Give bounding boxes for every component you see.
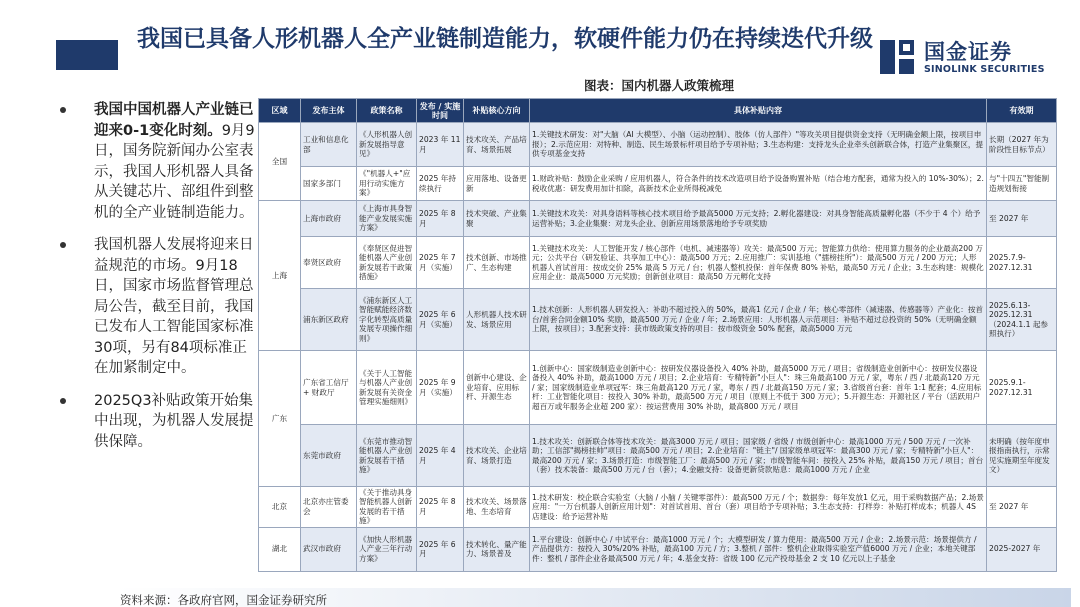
subject-cell: 上海市政府 — [301, 201, 357, 237]
column-header: 补贴核心方向 — [464, 99, 530, 123]
time-cell: 2025 年 6 月 — [417, 527, 464, 571]
policy-cell: 《加快人形机器人产业三年行动方案》 — [357, 527, 417, 571]
validity-cell: 未明确（按年度申报指南执行，示常见实施期至年度发文） — [987, 425, 1057, 487]
time-cell: 2025 年 6 月（实施） — [417, 289, 464, 351]
table-row — [259, 237, 1057, 289]
time-cell: 2025 年 7 月（实施） — [417, 237, 464, 289]
bullet-item — [56, 235, 256, 379]
content-cell: 1.关键技术攻关：对具身语料等核心技术项目给予最高5000 万元支持；2.孵化器建设：对具身智能高质量孵化器（不少于 4 个）给予运营补贴；3.企业集聚：对龙头企业、创新应用场景落地给予专项奖励 — [530, 201, 987, 237]
policy-cell: 《"机器人+"应用行动实施方案》 — [357, 167, 417, 201]
policy-cell: 《关于人工智能与机器人产业创新发展有关资金管理实施细则》 — [357, 351, 417, 425]
logo-text-cn: 国金证券 — [924, 40, 1012, 64]
time-cell: 2023 年 11 月 — [417, 123, 464, 167]
bullet-text: 我国机器人发展将迎来日益规范的市场。9月18日，国家市场监督管理总局公告，截至目前，我国已发布人工智能国家标准30项，另有84项标准正在加紧制定中。 — [94, 237, 254, 376]
content-cell: 1.技术创新：人形机器人研发投入：补助不超过投入的 50%，最高1 亿元 / 企业 / 年；核心零部件（减速器、传感器等）产业化：按首台/首套合同金额10% 奖励，最高500 万元 / 企业 / 年；2.场景应用：人形机器人示范项目：补贴不超过总投资的 50%（无明确金额上限，按项目）；3.配套支持：获市级政策支持的项目：按市级资金 50% 配套，最高5000 万元 — [530, 289, 987, 351]
subject-cell: 奉贤区政府 — [301, 237, 357, 289]
bullet-dot-icon — [60, 398, 66, 404]
column-header: 发布 / 实施时间 — [417, 99, 464, 123]
column-header: 政策名称 — [357, 99, 417, 123]
policy-cell: 《人形机器人创新发展指导意见》 — [357, 123, 417, 167]
direction-cell: 技术转化、量产能力、场景普及 — [464, 527, 530, 571]
table-row — [259, 289, 1057, 351]
table-row — [259, 201, 1057, 237]
validity-cell: 2025.6.13-2025.12.31（2024.1.1 起参照执行） — [987, 289, 1057, 351]
subject-cell: 工业和信息化部 — [301, 123, 357, 167]
validity-cell: 2025-2027 年 — [987, 527, 1057, 571]
direction-cell: 创新中心建设、企业培育、应用标杆、开源生态 — [464, 351, 530, 425]
column-header: 发布主体 — [301, 99, 357, 123]
validity-cell: 至 2027 年 — [987, 201, 1057, 237]
bullet-dot-icon — [60, 242, 66, 248]
logo-text-en: SINOLINK SECURITIES — [924, 64, 1045, 75]
content-cell: 1.平台建设：创新中心 / 中试平台：最高1000 万元 / 个；大模型研发 / 算力使用：最高500 万元 / 企业；2.场景示范：场景提供方 / 产品提供方：按投入 30%/20% 补贴，最高100 万元 / 方；3.整机 / 部件：整机企业取得实验室产值6000 万元 / 企业；本地关键部件：整机 / 部件企业各最高500 万元 / 年；4.基金支持：省级 100 亿元产投母基金 2 支 10 亿元以上子基金 — [530, 527, 987, 571]
subject-cell: 广东省工信厅 + 财政厅 — [301, 351, 357, 425]
validity-cell: 长期（2027 年为阶段性目标节点） — [987, 123, 1057, 167]
table-row — [259, 351, 1057, 425]
table-header-row — [259, 99, 1057, 123]
content-cell: 1.技术攻关：创新联合体等技术攻关：最高3000 万元 / 项目；国家级 / 省级 / 市级创新中心：最高1000 万元 / 500 万元 / 一次补助；工信部"揭榜挂帅"项目：最高500 万元 / 项目；2.企业培育："链主"/ 国家级单项冠军：最高300 万元 / 家；专精特新"小巨人"：最高200 万元 / 家；3.场景打造：市级智能工厂：最高500 万元 / 家；市级智能车间：按投入 25% 补贴，最高150 万元 / 项目；首台（套）技术装备：最高500 万元 / 台（套）；4.金融支持：设备更新贷款贴息：最高1000 万元 / 企业 — [530, 425, 987, 487]
validity-cell: 与"十四五"智能制造规划衔接 — [987, 167, 1057, 201]
region-cell: 广东 — [259, 351, 301, 487]
content-cell: 1.财政补贴：鼓励企业采购 / 应用机器人，符合条件的技术改造项目给予设备购置补贴（结合地方配套，通常为投入的 10%-30%）；2.税收优惠：研发费用加计扣除，高新技术企业所得税减免 — [530, 167, 987, 201]
direction-cell: 应用落地、设备更新 — [464, 167, 530, 201]
validity-cell: 2025.7.9-2027.12.31 — [987, 237, 1057, 289]
content-cell: 1.创新中心：国家级制造业创新中心：按研发仪器设备投入 40% 补助，最高5000 万元 / 项目；省级制造业创新中心：按研发仪器设备投入 40% 补助，最高1000 万元 / 项目；2.企业培育：专精特新"小巨人"：珠三角最高100 万元 / 家，粤东 / 西 / 北最高120 万元 / 家；国家级制造业单项冠军：珠三角最高120 万元 / 家，粤东 / 西 / 北最高150 万元 / 家；3.省级首台套：首年 1:1 配套；4.应用标杆：工业智能化项目：按投入 30% 补助，最高500 万元 / 项目（原则上不低于 300 万元）；5.开源生态：开源社区 / 平台（活跃用户超百万或年服务企业超 200 家）：按运营费用 30% 补助，最高800 万元 / 项目 — [530, 351, 987, 425]
brand-logo — [878, 36, 1058, 80]
policy-cell: 《浦东新区人工智能赋能经济数字化转型高质量发展专项操作细则》 — [357, 289, 417, 351]
table-row — [259, 487, 1057, 528]
bullet-text: 2025Q3补贴政策开始集中出现，为机器人发展提供保障。 — [94, 392, 254, 450]
bullet-list — [56, 100, 256, 464]
validity-cell: 至 2027 年 — [987, 487, 1057, 528]
table-row — [259, 527, 1057, 571]
content-cell: 1.技术研发：校企联合实验室（大脑 / 小脑 / 关键零部件）：最高500 万元 / 个；数据券：每年发放1 亿元，用于采购数据产品；2.场景应用："一万台机器人创新应用计划"：对首试首用、首台（套）项目给予专项补贴；3.生态支持：打样券：补贴打样成本；机器人 4S 店建设：给予运营补贴 — [530, 487, 987, 528]
subject-cell: 国家多部门 — [301, 167, 357, 201]
subject-cell: 武汉市政府 — [301, 527, 357, 571]
time-cell: 2025 年 4 月 — [417, 425, 464, 487]
direction-cell: 技术攻关、场景落地、生态培育 — [464, 487, 530, 528]
direction-cell: 技术攻关、企业培育、场景打造 — [464, 425, 530, 487]
sinolink-logo-icon — [878, 38, 916, 76]
table-body — [259, 123, 1057, 572]
table-row — [259, 167, 1057, 201]
direction-cell: 人形机器人技术研发、场景应用 — [464, 289, 530, 351]
column-header: 具体补贴内容 — [530, 99, 987, 123]
direction-cell: 技术攻关、产品培育、场景拓展 — [464, 123, 530, 167]
region-cell: 全国 — [259, 123, 301, 201]
bullet-text: 9月9日，国务院新闻办公室表示，我国人形机器人具备从关键芯片、部组件到整机的全产业链制造能力。 — [94, 122, 255, 221]
page-title: 我国已具备人形机器人全产业链制造能力，软硬件能力仍在持续迭代升级 — [137, 26, 873, 52]
time-cell: 2025 年持续执行 — [417, 167, 464, 201]
policy-cell: 《奉贤区促进智能机器人产业创新发展若干政策措施》 — [357, 237, 417, 289]
bullet-bold-text: 我国中国机器人产业链已迎来0-1变化时刻。 — [94, 102, 254, 139]
time-cell: 2025 年 9 月（实施） — [417, 351, 464, 425]
region-cell: 北京 — [259, 487, 301, 528]
direction-cell: 技术创新、市场推广、生态构建 — [464, 237, 530, 289]
region-cell: 上海 — [259, 201, 301, 351]
column-header: 有效期 — [987, 99, 1057, 123]
policy-cell: 《关于推动具身智能机器人创新发展的若干措施》 — [357, 487, 417, 528]
source-note: 资料来源：各政府官网，国金证券研究所 — [120, 593, 327, 607]
table-row — [259, 123, 1057, 167]
policy-cell: 《东莞市推动智能机器人产业创新发展若干措施》 — [357, 425, 417, 487]
bullet-item — [56, 391, 256, 453]
content-cell: 1.关键技术研发：对"大脑（AI 大模型）、小脑（运动控制）、肢体（仿人部件）"等攻关项目提供资金支持（无明确金额上限，按项目申报）；2.示范应用：对特种、制造、民生场景标杆项目给予专项补贴；3.生态构建：支持龙头企业牵头创新联合体，打造产业集聚区，提供专项基金支持 — [530, 123, 987, 167]
subject-cell: 浦东新区政府 — [301, 289, 357, 351]
subject-cell: 北京亦庄管委会 — [301, 487, 357, 528]
title-accent-bar — [56, 40, 118, 70]
table-caption: 图表：国内机器人政策梳理 — [584, 78, 735, 93]
policy-cell: 《上海市具身智能产业发展实施方案》 — [357, 201, 417, 237]
validity-cell: 2025.9.1-2027.12.31 — [987, 351, 1057, 425]
region-cell: 湖北 — [259, 527, 301, 571]
subject-cell: 东莞市政府 — [301, 425, 357, 487]
table-row — [259, 425, 1057, 487]
policy-table — [258, 98, 1057, 572]
direction-cell: 技术突破、产业集聚 — [464, 201, 530, 237]
bullet-item — [56, 100, 256, 223]
content-cell: 1.关键技术攻关：人工智能开发 / 核心部件（电机、减速器等）攻关：最高500 万元；智能算力供给：使用算力服务的企业最高200 万元；公共平台（研发验证、共享加工中心）：最高500 万元；2.应用推广：实训基地（"擂榜挂所"）：最高500 万元 / 200 万元；人形机器人首试首用：按成交价 25% 最高 5 万元 / 台；机器人整机投保：首年保费 80% 补贴，最高50 万元 / 企业；3.生态构建：规模化应用企业：最高5000 万元奖励；创新创业项目：最高50 万元孵化支持 — [530, 237, 987, 289]
column-header: 区域 — [259, 99, 301, 123]
time-cell: 2025 年 8 月 — [417, 201, 464, 237]
bullet-dot-icon — [60, 107, 66, 113]
time-cell: 2025 年 8 月 — [417, 487, 464, 528]
